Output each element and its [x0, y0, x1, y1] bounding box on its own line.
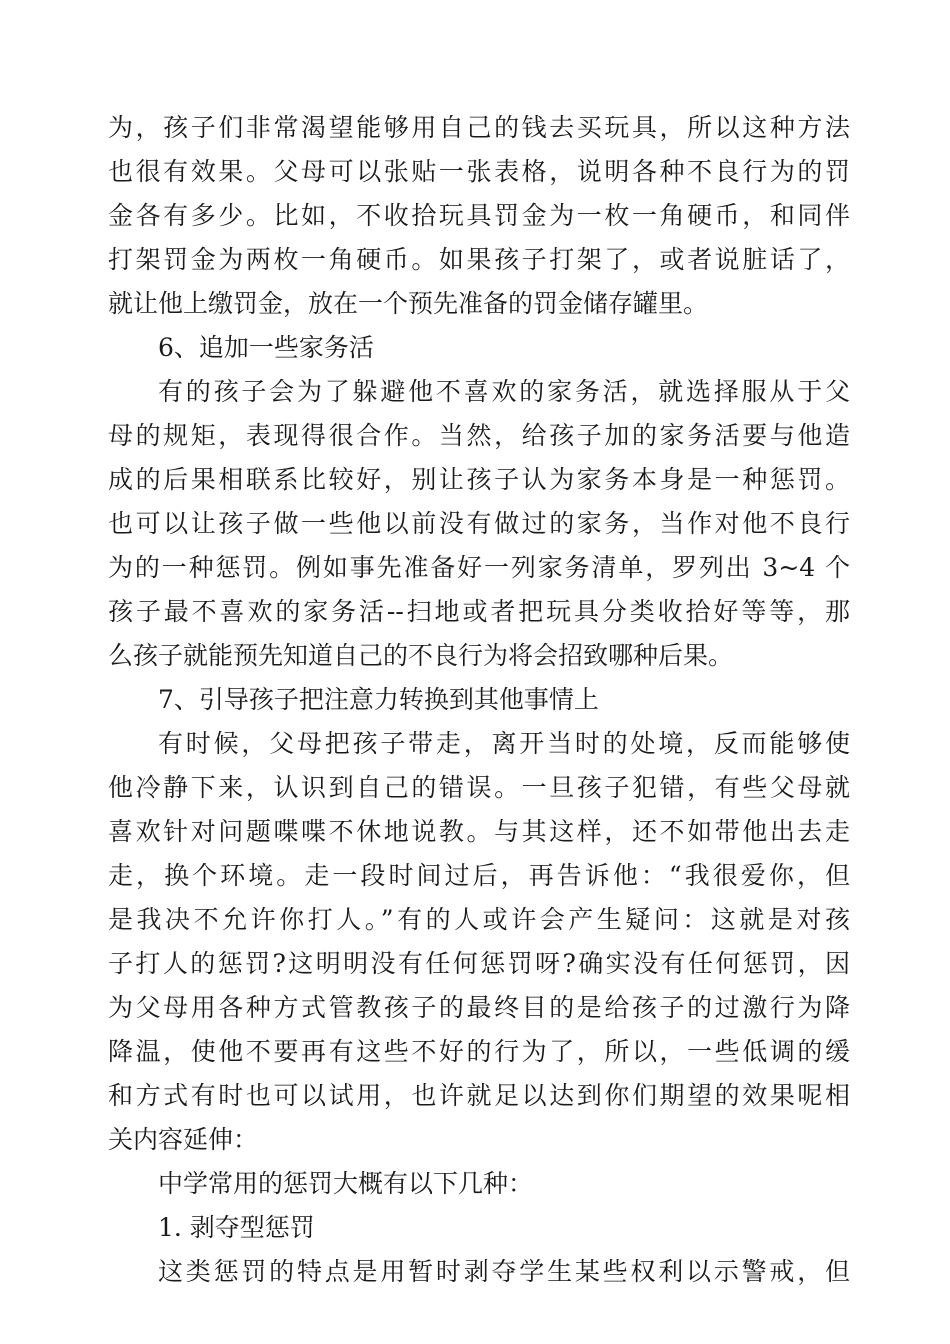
text-line: 也可以让孩子做一些他以前没有做过的家务，当作对他不良行: [108, 509, 850, 538]
text-line: 关内容延伸：: [108, 1125, 259, 1154]
text-line: 就让他上缴罚金，放在一个预先准备的罚金储存罐里。: [108, 289, 709, 318]
text-line: 为父母用各种方式管教孩子的最终目的是给孩子的过激行为降: [108, 993, 850, 1022]
text-line: 子打人的惩罚?这明明没有任何惩罚呀?确实没有任何惩罚，因: [108, 949, 850, 978]
section-heading: 7、引导孩子把注意力转换到其他事情上: [158, 685, 599, 714]
section-heading: 1. 剥夺型惩罚: [158, 1213, 315, 1242]
text-line: 有时候，父母把孩子带走，离开当时的处境，反而能够使: [158, 729, 850, 758]
text-line: 走，换个环境。走一段时间过后，再告诉他：“我很爱你，但: [108, 861, 850, 890]
text-line: 为的一种惩罚。例如事先准备好一列家务清单，罗列出 3~4 个: [108, 553, 850, 582]
text-line: 降温，使他不要再有这些不好的行为了，所以，一些低调的缓: [108, 1037, 850, 1066]
text-line: 成的后果相联系比较好，别让孩子认为家务本身是一种惩罚。: [108, 465, 850, 494]
text-line: 孩子最不喜欢的家务活--扫地或者把玩具分类收拾好等等，那: [108, 597, 850, 626]
text-line: 么孩子就能预先知道自己的不良行为将会招致哪种后果。: [108, 641, 734, 670]
text-line: 为，孩子们非常渴望能够用自己的钱去买玩具，所以这种方法: [108, 113, 850, 142]
text-line: 和方式有时也可以试用，也许就足以达到你们期望的效果呢相: [108, 1081, 850, 1110]
text-line: 这类惩罚的特点是用暂时剥夺学生某些权利以示警戒，但: [158, 1257, 850, 1286]
text-line: 喜欢针对问题喋喋不休地说教。与其这样，还不如带他出去走: [108, 817, 850, 846]
text-line: 他冷静下来，认识到自己的错误。一旦孩子犯错，有些父母就: [108, 773, 850, 802]
text-line: 中学常用的惩罚大概有以下几种：: [158, 1169, 534, 1198]
text-line: 金各有多少。比如，不收拾玩具罚金为一枚一角硬币，和同伴: [108, 201, 850, 230]
section-heading: 6、追加一些家务活: [158, 333, 374, 362]
text-line: 有的孩子会为了躲避他不喜欢的家务活，就选择服从于父: [158, 377, 850, 406]
text-line: 母的规矩，表现得很合作。当然，给孩子加的家务活要与他造: [108, 421, 850, 450]
text-line: 也很有效果。父母可以张贴一张表格，说明各种不良行为的罚: [108, 157, 850, 186]
text-line: 打架罚金为两枚一角硬币。如果孩子打架了，或者说脏话了，: [108, 245, 850, 274]
text-line: 是我决不允许你打人。”有的人或许会产生疑问：这就是对孩: [108, 905, 850, 934]
